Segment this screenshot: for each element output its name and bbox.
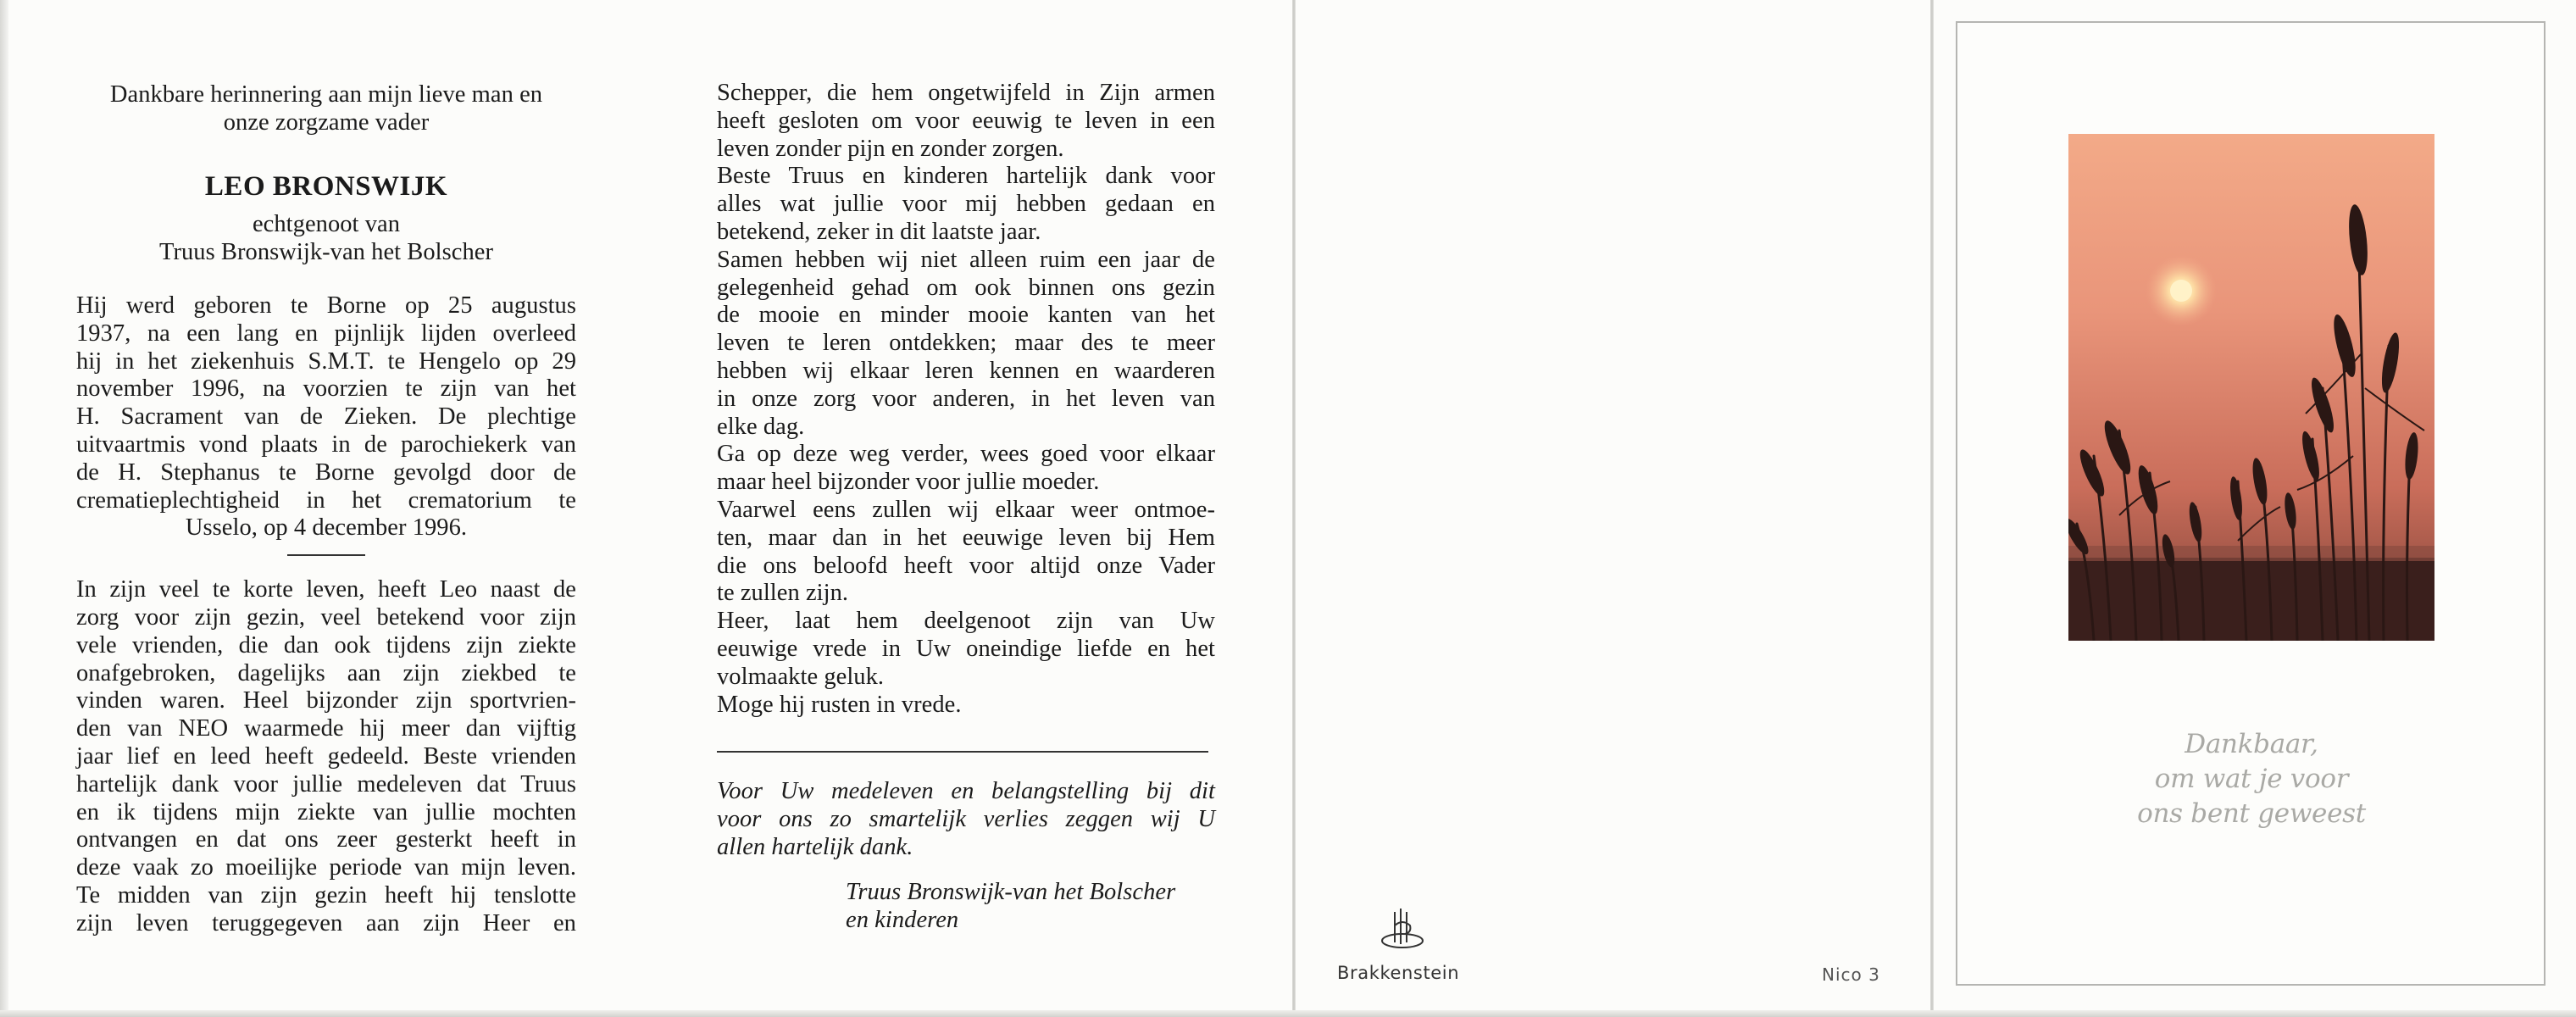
middle-page xyxy=(717,80,1215,934)
fold-line xyxy=(1292,0,1296,1017)
body-line: Te midden van zijn gezin heeft hij tenslotte xyxy=(76,881,576,909)
publisher-name: Brakkenstein xyxy=(1337,963,1460,983)
bio-line: Hij werd geboren te Borne op 25 augustus xyxy=(76,292,576,319)
body-line: en ik tijdens mijn ziekte van jullie mochten xyxy=(76,798,576,825)
tagline-line: Dankbaar, xyxy=(2185,729,2318,759)
body-line: hebben wij elkaar leren kennen en waarderen xyxy=(717,357,1215,384)
bio-line: de H. Stephanus te Borne gevolgd door de xyxy=(76,458,576,486)
body-line: vele vrienden, die dan ook tijdens zijn ziekte xyxy=(76,631,576,659)
cover-tagline xyxy=(2068,727,2434,831)
body-line: Vaarwel eens zullen wij elkaar weer ontmoe- xyxy=(717,496,1215,523)
body-line: Ga op deze weg verder, wees goed voor elkaar xyxy=(717,441,1215,468)
card-bottom-edge xyxy=(0,1010,2576,1017)
body-line: Schepper, die hem ongetwijfeld in Zijn armen xyxy=(717,80,1215,106)
body-line: den van NEO waarmede hij meer dan vijftig xyxy=(76,715,576,742)
body-line: alles wat jullie voor mij hebben gedaan en xyxy=(717,191,1215,218)
thanks-paragraph xyxy=(717,778,1215,861)
body-line: de mooie en minder mooie kanten van het xyxy=(717,302,1215,329)
body-line: gelegenheid gehad om ook binnen ons gezin xyxy=(717,274,1215,301)
body-line: hartelijk dank voor jullie medeleven dat Truus xyxy=(76,770,576,797)
card-code: Nico 3 xyxy=(1822,964,1880,985)
page-edge xyxy=(0,0,8,1017)
bio-line: Usselo, op 4 december 1996. xyxy=(185,514,468,542)
body-line: deze vaak zo moeilijke periode van mijn leven. xyxy=(76,854,576,881)
bio-line: H. Sacrament van de Zieken. De plechtige xyxy=(76,403,576,431)
bio-line: hij in het ziekenhuis S.M.T. te Hengelo op 29 xyxy=(76,347,576,375)
body-line: Beste Truus en kinderen hartelijk dank voor xyxy=(717,163,1215,190)
bio-line: crematieplechtigheid in het crematorium te xyxy=(76,486,576,514)
body-line: zijn leven teruggegeven aan zijn Heer en xyxy=(76,909,576,936)
body-line: te zullen zijn. xyxy=(717,580,849,607)
tagline-line: om wat je voor xyxy=(2154,764,2349,794)
body-line: In zijn veel te korte leven, heeft Leo naast de xyxy=(76,576,576,603)
body-line: ten, maar dan in het eeuwige leven bij Hem xyxy=(717,524,1215,551)
signature-line: Truus Bronswijk-van het Bolscher xyxy=(846,878,1176,905)
body-line: maar heel bijzonder voor jullie moeder. xyxy=(717,469,1100,496)
deceased-name: LEO BRONSWIJK xyxy=(204,170,448,202)
bio-line: 1937, na een lang en pijnlijk lijden overleed xyxy=(76,320,576,347)
body-line: Heer, laat hem deelgenoot zijn van Uw xyxy=(717,608,1215,635)
body-line: vinden waren. Heel bijzonder zijn sportvrien- xyxy=(76,687,576,714)
spouse-label: echtgenoot van xyxy=(252,211,400,238)
body-line: in onze zorg voor anderen, in het leven van xyxy=(717,385,1215,412)
signature-line: en kinderen xyxy=(846,906,959,933)
body-line: leven zonder pijn en zonder zorgen. xyxy=(717,135,1064,162)
body-line: eeuwige vrede in Uw oneindige liefde en het xyxy=(717,635,1215,662)
left-page xyxy=(76,81,576,938)
publisher-logo-icon xyxy=(1376,903,1429,956)
body-line: die ons beloofd heeft voor altijd onze Vader xyxy=(717,552,1215,579)
body-line: leven te leren ontdekken; maar des te meer xyxy=(717,330,1215,357)
body-line: ontvangen en dat ons zeer gesterkt heeft in xyxy=(76,826,576,853)
body-paragraph xyxy=(76,576,576,937)
bio-line: uitvaartmis vond plaats in de parochiekerk van xyxy=(76,431,576,458)
sunset-reeds-photo xyxy=(2068,134,2434,641)
thanks-line: Voor Uw medeleven en belangstelling bij dit xyxy=(717,778,1215,805)
body-line: Samen hebben wij niet alleen ruim een jaar de xyxy=(717,246,1215,273)
signature xyxy=(717,879,1215,935)
body-line: betekend, zeker in dit laatste jaar. xyxy=(717,218,1041,245)
thanks-line: allen hartelijk dank. xyxy=(717,833,913,860)
body-line: onafgebroken, dagelijks aan zijn ziekbed te xyxy=(76,659,576,686)
spouse-name: Truus Bronswijk-van het Bolscher xyxy=(159,239,493,266)
fold-line xyxy=(1930,0,1934,1017)
body-line: zorg voor zijn gezin, veel betekend voor zijn xyxy=(76,603,576,631)
intro-line: Dankbare herinnering aan mijn lieve man en xyxy=(109,81,543,108)
intro-line: onze zorgzame vader xyxy=(223,108,430,136)
body-line: elke dag. xyxy=(717,413,805,440)
body-line: Moge hij rusten in vrede. xyxy=(717,691,962,718)
bio-line: november 1996, na voorzien te zijn van het xyxy=(76,375,576,403)
body-line: heeft gesloten om voor eeuwig te leven in een xyxy=(717,107,1215,134)
body-line: volmaakte geluk. xyxy=(717,663,885,690)
body-paragraph xyxy=(717,80,1215,719)
thanks-line: voor ons zo smartelijk verlies zeggen wij U xyxy=(717,806,1215,833)
bio-paragraph xyxy=(76,292,576,542)
body-line: jaar lief en leed heeft gedeeld. Beste vrienden xyxy=(76,742,576,770)
tagline-line: ons bent geweest xyxy=(2137,798,2366,829)
